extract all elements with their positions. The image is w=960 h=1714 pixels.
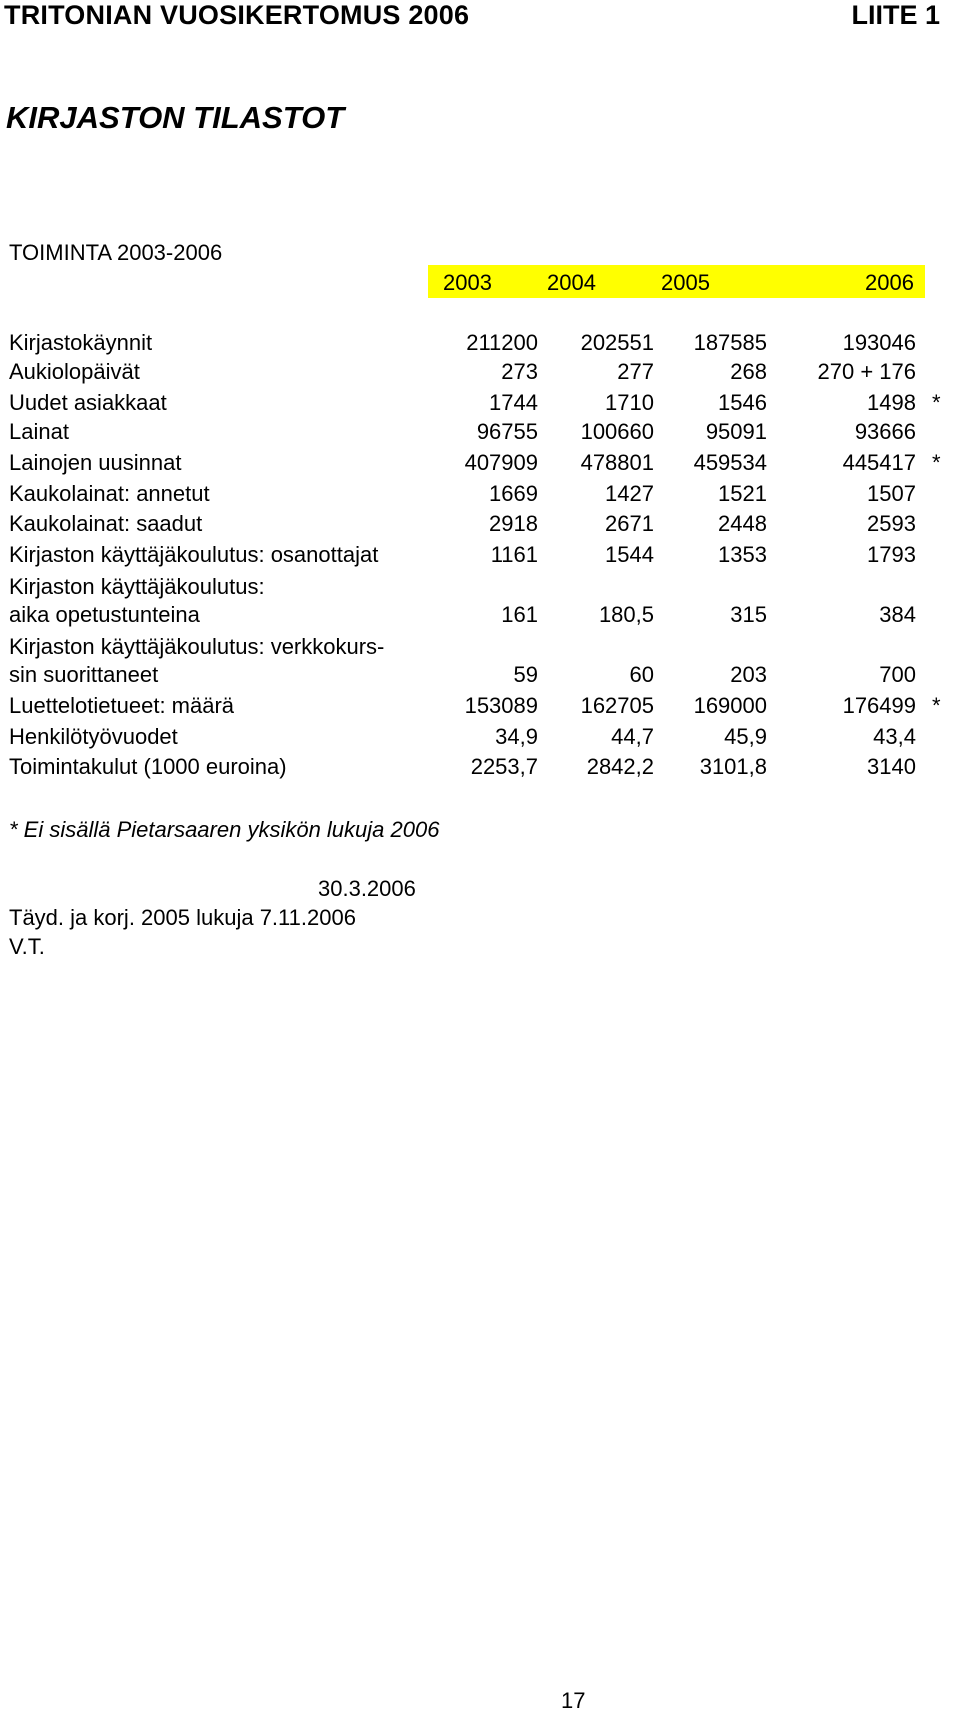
row-label-line: Kirjaston käyttäjäkoulutus: verkkokurs- [9, 634, 385, 659]
value-2005: 1353 [718, 542, 767, 567]
value-2004: 2842,2 [586, 754, 654, 779]
value-2005: 3101,8 [699, 754, 767, 779]
value-2003: 2253,7 [470, 754, 538, 779]
value-2003: 1744 [489, 390, 538, 415]
row-label [9, 418, 69, 446]
row-label-line: Lainojen uusinnat [9, 450, 182, 475]
value-2003: 273 [501, 359, 538, 384]
row-label-line: Kaukolainat: saadut [9, 511, 203, 536]
value-2004: 478801 [580, 450, 654, 475]
table-caption: TOIMINTA 2003-2006 [9, 240, 223, 265]
row-label [9, 358, 140, 386]
row-label [9, 541, 378, 569]
page-number: 17 [561, 1688, 586, 1713]
row-label [9, 633, 384, 689]
row-label-line: Kirjaston käyttäjäkoulutus: osanottajat [9, 542, 379, 567]
value-2005: 315 [730, 602, 767, 627]
row-label [9, 692, 234, 720]
value-2004: 1427 [605, 481, 654, 506]
row-label-line: Uudet asiakkaat [9, 390, 167, 415]
value-2005: 95091 [705, 419, 767, 444]
value-2004: 100660 [580, 419, 654, 444]
date: 30.3.2006 [318, 876, 416, 901]
value-2004: 1544 [605, 542, 654, 567]
value-2004: 180,5 [598, 602, 654, 627]
year-header-2003: 2003 [443, 270, 492, 295]
value-2003: 59 [513, 662, 538, 687]
value-2006: 2593 [867, 511, 916, 536]
value-2005: 459534 [693, 450, 767, 475]
asterisk-mark: * [932, 390, 941, 415]
value-2006: 3140 [867, 754, 916, 779]
value-2005: 1521 [718, 481, 767, 506]
value-2005: 268 [730, 359, 767, 384]
value-2006: 1793 [867, 542, 916, 567]
row-label-line: Henkilötyövuodet [9, 724, 178, 749]
value-2003: 211200 [466, 330, 538, 355]
footnote: * Ei sisällä Pietarsaaren yksikön lukuja 2006 [9, 817, 440, 842]
row-label [9, 480, 210, 508]
value-2005: 2448 [718, 511, 767, 536]
value-2003: 153089 [464, 693, 538, 718]
value-2004: 1710 [605, 390, 654, 415]
value-2003: 34,9 [495, 724, 538, 749]
value-2003: 96755 [476, 419, 538, 444]
value-2003: 1161 [490, 542, 538, 567]
value-2006: 700 [879, 662, 916, 687]
year-header-2004: 2004 [547, 270, 596, 295]
row-label-line: Kaukolainat: annetut [9, 481, 210, 506]
value-2003: 2918 [489, 511, 538, 536]
value-2006: 270 + 176 [817, 359, 916, 384]
section-title: KIRJASTON TILASTOT [6, 100, 345, 135]
value-2004: 162705 [580, 693, 654, 718]
value-2004: 44,7 [611, 724, 654, 749]
value-2003: 161 [501, 602, 538, 627]
value-2005: 203 [730, 662, 767, 687]
value-2006: 445417 [842, 450, 916, 475]
row-label-line: aika opetustunteina [9, 602, 200, 627]
row-label-line: Luettelotietueet: määrä [9, 693, 235, 718]
row-label [9, 510, 202, 538]
value-2003: 407909 [464, 450, 538, 475]
row-label [9, 573, 265, 629]
author-initials: V.T. [9, 934, 45, 959]
row-label-line: Toimintakulut (1000 euroina) [9, 754, 287, 779]
row-label [9, 329, 152, 357]
value-2004: 60 [629, 662, 654, 687]
row-label [9, 389, 167, 417]
value-2006: 43,4 [873, 724, 916, 749]
value-2004: 202551 [580, 330, 654, 355]
row-label [9, 753, 287, 781]
value-2006: 1498 [867, 390, 916, 415]
value-2005: 1546 [718, 390, 767, 415]
row-label-line: sin suorittaneet [9, 662, 159, 687]
value-2006: 93666 [854, 419, 916, 444]
value-2004: 2671 [605, 511, 654, 536]
asterisk-mark: * [932, 450, 941, 475]
value-2006: 384 [879, 602, 916, 627]
row-label [9, 723, 178, 751]
row-label [9, 449, 181, 477]
value-2004: 277 [617, 359, 654, 384]
value-2005: 169000 [693, 693, 767, 718]
row-label-line: Kirjastokäynnit [9, 330, 153, 355]
row-label-line: Lainat [9, 419, 69, 444]
value-2005: 187585 [693, 330, 767, 355]
year-header-2006: 2006 [865, 270, 914, 295]
value-2006: 193046 [842, 330, 916, 355]
value-2005: 45,9 [724, 724, 767, 749]
appendix-label: LIITE 1 [851, 0, 940, 30]
value-2006: 176499 [842, 693, 916, 718]
row-label-line: Aukiolopäivät [9, 359, 140, 384]
row-label-line: Kirjaston käyttäjäkoulutus: [9, 574, 265, 599]
year-header-2005: 2005 [661, 270, 710, 295]
page-header [0, 0, 960, 34]
revision-note: Täyd. ja korj. 2005 lukuja 7.11.2006 [9, 905, 356, 930]
value-2006: 1507 [867, 481, 916, 506]
asterisk-mark: * [932, 693, 941, 718]
document-title: TRITONIAN VUOSIKERTOMUS 2006 [4, 0, 470, 30]
value-2003: 1669 [489, 481, 538, 506]
